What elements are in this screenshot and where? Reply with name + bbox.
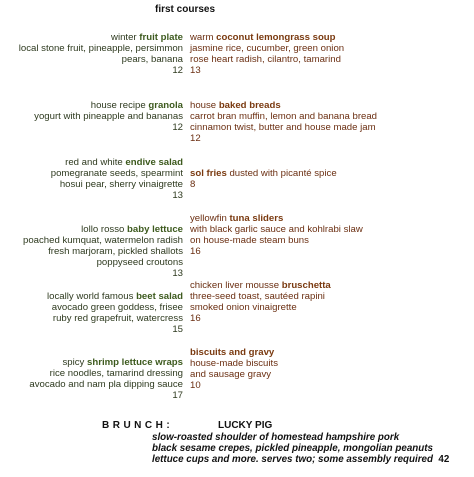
item-description: rose heart radish, cilantro, tamarind <box>190 54 341 65</box>
item-description: three-seed toast, sautéed rapini <box>190 291 325 302</box>
brunch-title: LUCKY PIG <box>218 420 273 431</box>
item-description: poached kumquat, watermelon radish <box>23 235 183 246</box>
item-description: pears, banana <box>121 54 183 65</box>
item-price: 12 <box>190 133 201 144</box>
menu-item-bruschetta <box>190 280 474 324</box>
item-name: winter fruit plate <box>111 32 183 43</box>
item-description: ruby red grapefruit, watercress <box>52 313 183 324</box>
brunch-description <box>152 432 449 465</box>
item-price: 16 <box>190 313 201 324</box>
item-description: smoked onion vinaigrette <box>190 302 297 313</box>
item-description: house-made biscuits <box>190 358 278 369</box>
brunch-description-line: slow-roasted shoulder of homestead hampshire pork <box>152 432 400 443</box>
item-description: poppyseed croutons <box>96 257 183 268</box>
item-description: yogurt with pineapple and bananas <box>34 111 183 122</box>
item-price: 13 <box>190 65 201 76</box>
menu-item-endive-salad <box>0 157 183 201</box>
item-price: 12 <box>172 122 183 133</box>
menu-item-biscuits-and-gravy <box>190 347 474 391</box>
brunch-description-line: lettuce cups and more. serves two; some assembly required 42 <box>152 454 450 465</box>
menu-item-shrimp-lettuce-wraps <box>0 357 183 401</box>
menu-item-baby-lettuce <box>0 224 183 279</box>
item-name: house recipe granola <box>90 100 183 111</box>
item-description: avocado green goddess, frisee <box>51 302 183 313</box>
item-description: rice noodles, tamarind dressing <box>49 368 183 379</box>
item-name: red and white endive salad <box>65 157 183 168</box>
item-description: cinnamon twist, butter and house made jam <box>190 122 376 133</box>
item-description: local stone fruit, pineapple, persimmon <box>18 43 183 54</box>
item-name: lollo rosso baby lettuce <box>81 224 183 235</box>
menu-item-beet-salad <box>0 291 183 335</box>
item-name: yellowfin tuna sliders <box>190 213 284 224</box>
item-price: 10 <box>190 380 201 391</box>
item-price: 15 <box>172 324 183 335</box>
menu-item-granola <box>0 100 183 133</box>
item-price: 12 <box>172 65 183 76</box>
item-description: carrot bran muffin, lemon and banana bread <box>190 111 378 122</box>
item-description: pomegranate seeds, spearmint <box>50 168 183 179</box>
item-price: 8 <box>190 179 196 190</box>
item-price: 17 <box>172 390 183 401</box>
menu-item-coconut-lemongrass-soup <box>190 32 474 76</box>
item-name: biscuits and gravy <box>190 347 275 358</box>
item-name: house baked breads <box>190 100 281 111</box>
item-price: 13 <box>172 268 183 279</box>
item-price: 16 <box>190 246 201 257</box>
brunch-price: 42 <box>438 454 450 465</box>
menu-item-sol-fries <box>190 168 474 190</box>
item-name: warm coconut lemongrass soup <box>190 32 336 43</box>
section-title: first courses <box>155 4 216 15</box>
menu-item-tuna-sliders <box>190 213 474 257</box>
item-description: avocado and nam pla dipping sauce <box>29 379 183 390</box>
menu-item-fruit-plate <box>0 32 183 76</box>
item-name: sol fries dusted with picanté spice <box>190 168 337 179</box>
brunch-description-line: black sesame crepes, pickled pineapple, mongolian peanuts <box>152 443 433 454</box>
item-name: locally world famous beet salad <box>47 291 183 302</box>
item-description: hosui pear, sherry vinaigrette <box>59 179 183 190</box>
item-description: on house-made steam buns <box>190 235 309 246</box>
item-description: jasmine rice, cucumber, green onion <box>190 43 345 54</box>
menu-item-baked-breads <box>190 100 474 144</box>
item-description: and sausage gravy <box>190 369 272 380</box>
item-description: with black garlic sauce and kohlrabi slaw <box>190 224 363 235</box>
item-name: spicy shrimp lettuce wraps <box>62 357 183 368</box>
brunch-label: BRUNCH: <box>102 420 174 431</box>
item-description: fresh marjoram, pickled shallots <box>48 246 183 257</box>
item-price: 13 <box>172 190 183 201</box>
item-name: chicken liver mousse bruschetta <box>190 280 331 291</box>
